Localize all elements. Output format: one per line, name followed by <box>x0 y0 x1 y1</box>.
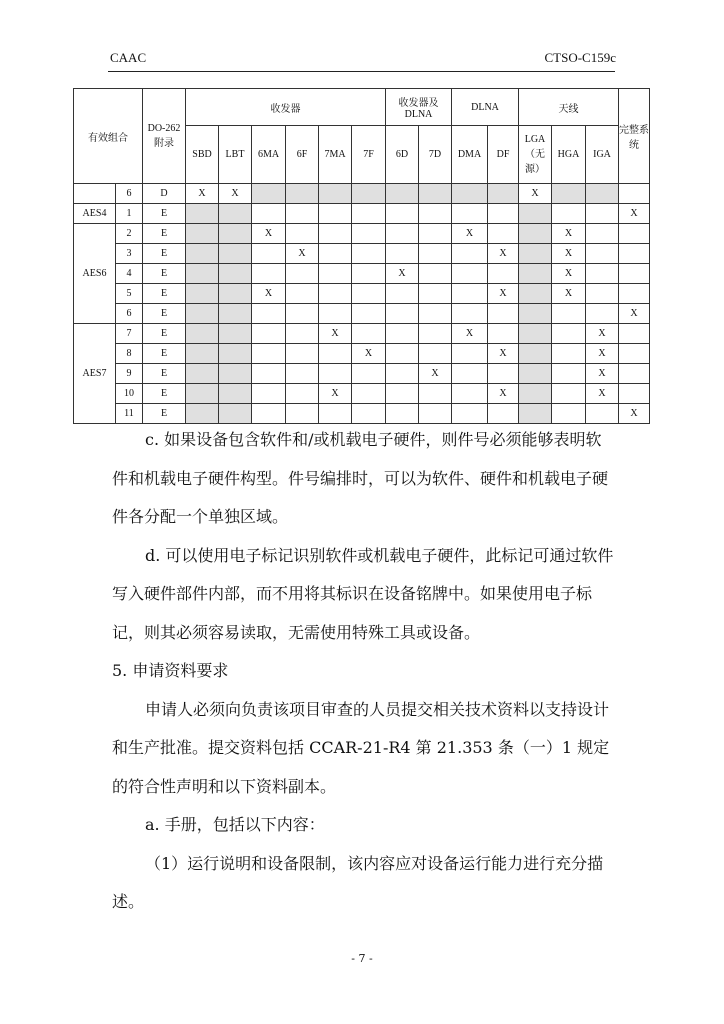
mark-cell: X <box>488 384 519 404</box>
mark-cell <box>352 204 386 224</box>
header-col: 7F <box>352 126 386 184</box>
complete-cell <box>619 284 650 304</box>
mark-cell <box>186 204 219 224</box>
mark-cell <box>319 344 352 364</box>
mark-cell <box>252 364 286 384</box>
mark-cell <box>519 344 552 364</box>
combination-table <box>73 88 650 424</box>
header-complete: 完整系统 <box>619 89 650 184</box>
header-rule <box>108 71 615 72</box>
mark-cell <box>352 244 386 264</box>
mark-cell: X <box>586 324 619 344</box>
appendix-cell: E <box>143 264 186 284</box>
header-combo: 有效组合 <box>74 89 143 184</box>
appendix-cell: E <box>143 244 186 264</box>
mark-cell <box>419 284 452 304</box>
mark-cell <box>452 264 488 284</box>
mark-cell <box>586 304 619 324</box>
mark-cell <box>186 324 219 344</box>
mark-cell <box>286 384 319 404</box>
appendix-cell: E <box>143 404 186 424</box>
mark-cell <box>219 364 252 384</box>
mark-cell <box>419 264 452 284</box>
mark-cell <box>219 384 252 404</box>
paragraph-a1: （1）运行说明和设备限制，该内容应对设备运行能力进行充分描述。 <box>112 853 604 911</box>
mark-cell <box>286 284 319 304</box>
row-number: 6 <box>116 184 143 204</box>
mark-cell <box>219 244 252 264</box>
mark-cell <box>452 184 488 204</box>
header-left: CAAC <box>110 50 147 65</box>
group-label <box>74 184 116 204</box>
row-number: 3 <box>116 244 143 264</box>
row-number: 2 <box>116 224 143 244</box>
complete-cell: X <box>619 304 650 324</box>
mark-cell <box>219 204 252 224</box>
mark-cell <box>319 224 352 244</box>
mark-cell: X <box>452 324 488 344</box>
mark-cell <box>552 324 586 344</box>
section-heading: 5. 申请资料要求 <box>112 661 229 680</box>
table-row <box>74 244 650 264</box>
mark-cell: X <box>552 284 586 304</box>
header-col: HGA <box>552 126 586 184</box>
header-appendix: DO-262附录 <box>143 89 186 184</box>
mark-cell <box>252 244 286 264</box>
mark-cell <box>488 324 519 344</box>
mark-cell <box>186 384 219 404</box>
mark-cell <box>488 224 519 244</box>
mark-cell <box>186 304 219 324</box>
mark-cell <box>319 284 352 304</box>
mark-cell <box>552 304 586 324</box>
header-col: 6MA <box>252 126 286 184</box>
complete-cell <box>619 184 650 204</box>
mark-cell <box>519 364 552 384</box>
mark-cell <box>519 224 552 244</box>
mark-cell: X <box>488 344 519 364</box>
mark-cell <box>386 244 419 264</box>
mark-cell <box>488 204 519 224</box>
mark-cell <box>452 364 488 384</box>
mark-cell <box>586 264 619 284</box>
mark-cell <box>586 224 619 244</box>
mark-cell <box>386 284 419 304</box>
header-col: 7D <box>419 126 452 184</box>
row-number: 11 <box>116 404 143 424</box>
complete-cell <box>619 324 650 344</box>
mark-cell <box>386 384 419 404</box>
mark-cell <box>286 184 319 204</box>
body-text <box>112 421 614 922</box>
mark-cell <box>252 204 286 224</box>
mark-cell <box>452 244 488 264</box>
mark-cell <box>586 184 619 204</box>
table-row <box>74 224 650 244</box>
mark-cell <box>219 284 252 304</box>
mark-cell <box>519 284 552 304</box>
table-row <box>74 384 650 404</box>
mark-cell <box>586 244 619 264</box>
row-number: 1 <box>116 204 143 224</box>
complete-cell <box>619 264 650 284</box>
group-label: AES7 <box>74 324 116 424</box>
complete-cell <box>619 244 650 264</box>
header-col: 6D <box>386 126 419 184</box>
mark-cell: X <box>219 184 252 204</box>
header-col: SBD <box>186 126 219 184</box>
appendix-cell: E <box>143 324 186 344</box>
row-number: 5 <box>116 284 143 304</box>
mark-cell: X <box>552 264 586 284</box>
mark-cell <box>519 304 552 324</box>
mark-cell: X <box>452 224 488 244</box>
mark-cell <box>319 304 352 324</box>
mark-cell: X <box>586 344 619 364</box>
table-row <box>74 344 650 364</box>
header-dlna: DLNA <box>452 89 519 126</box>
mark-cell <box>488 264 519 284</box>
mark-cell <box>419 344 452 364</box>
mark-cell <box>552 184 586 204</box>
mark-cell <box>252 304 286 324</box>
mark-cell <box>352 384 386 404</box>
mark-cell <box>386 204 419 224</box>
mark-cell <box>286 224 319 244</box>
mark-cell <box>186 244 219 264</box>
header-col: LBT <box>219 126 252 184</box>
mark-cell <box>419 244 452 264</box>
mark-cell: X <box>252 284 286 304</box>
mark-cell <box>452 304 488 324</box>
mark-cell <box>319 364 352 384</box>
mark-cell <box>219 324 252 344</box>
mark-cell: X <box>552 244 586 264</box>
mark-cell <box>519 264 552 284</box>
mark-cell <box>252 324 286 344</box>
mark-cell <box>186 284 219 304</box>
complete-cell <box>619 344 650 364</box>
mark-cell <box>286 344 319 364</box>
mark-cell <box>419 384 452 404</box>
mark-cell: X <box>252 224 286 244</box>
mark-cell: X <box>586 364 619 384</box>
complete-cell: X <box>619 404 650 424</box>
mark-cell <box>252 344 286 364</box>
appendix-cell: E <box>143 284 186 304</box>
header-right: CTSO-C159c <box>544 50 616 65</box>
paragraph-application: 申请人必须向负责该项目审查的人员提交相关技术资料以支持设计和生产批准。提交资料包括 CCAR-21-R4 第 21.353 条（一）1 规定的符合性声明和以下资料副本。 <box>112 699 610 796</box>
header-col: IGA <box>586 126 619 184</box>
mark-cell <box>352 264 386 284</box>
appendix-cell: E <box>143 344 186 364</box>
row-number: 4 <box>116 264 143 284</box>
mark-cell <box>386 184 419 204</box>
row-number: 10 <box>116 384 143 404</box>
mark-cell: X <box>488 244 519 264</box>
paragraph-a: a. 手册，包括以下内容： <box>145 815 325 834</box>
mark-cell <box>352 324 386 344</box>
header-transceiver-dlna: 收发器及DLNA <box>386 89 452 126</box>
mark-cell: X <box>386 264 419 284</box>
table-row <box>74 284 650 304</box>
mark-cell <box>352 224 386 244</box>
mark-cell: X <box>552 224 586 244</box>
paragraph-c: c. 如果设备包含软件和/或机载电子硬件，则件号必须能够表明软件和机载电子硬件构型。件号编排时，可以为软件、硬件和机载电子硬件各分配一个单独区域。 <box>112 430 609 526</box>
mark-cell <box>519 244 552 264</box>
mark-cell <box>419 224 452 244</box>
mark-cell <box>352 304 386 324</box>
mark-cell <box>186 344 219 364</box>
group-label: AES4 <box>74 204 116 224</box>
mark-cell <box>488 304 519 324</box>
mark-cell <box>286 204 319 224</box>
mark-cell <box>252 184 286 204</box>
mark-cell: X <box>319 384 352 404</box>
page-number: - 7 - <box>351 952 373 965</box>
mark-cell <box>452 384 488 404</box>
appendix-cell: D <box>143 184 186 204</box>
header-col: DF <box>488 126 519 184</box>
mark-cell <box>352 184 386 204</box>
table-row <box>74 184 650 204</box>
mark-cell <box>219 224 252 244</box>
table-row <box>74 324 650 344</box>
mark-cell <box>352 364 386 384</box>
paragraph-d: d. 可以使用电子标记识别软件或机载电子硬件，此标记可通过软件写入硬件部件内部，而不用将其标识在设备铭牌中。如果使用电子标记，则其必须容易读取，无需使用特殊工具或设备。 <box>112 545 614 642</box>
mark-cell <box>552 364 586 384</box>
mark-cell <box>286 324 319 344</box>
mark-cell <box>219 264 252 284</box>
mark-cell <box>419 304 452 324</box>
mark-cell: X <box>488 284 519 304</box>
mark-cell <box>452 344 488 364</box>
mark-cell <box>519 204 552 224</box>
appendix-cell: E <box>143 384 186 404</box>
mark-cell <box>186 224 219 244</box>
mark-cell <box>252 264 286 284</box>
appendix-cell: E <box>143 364 186 384</box>
table-row <box>74 204 650 224</box>
header-antenna: 天线 <box>519 89 619 126</box>
mark-cell: X <box>319 324 352 344</box>
mark-cell <box>319 244 352 264</box>
mark-cell <box>186 364 219 384</box>
mark-cell <box>519 324 552 344</box>
mark-cell <box>219 304 252 324</box>
header-col: 7MA <box>319 126 352 184</box>
table-row <box>74 264 650 284</box>
mark-cell <box>552 204 586 224</box>
mark-cell <box>419 184 452 204</box>
header-col: LGA（无源） <box>519 126 552 184</box>
mark-cell <box>488 364 519 384</box>
header-col: DMA <box>452 126 488 184</box>
mark-cell <box>386 364 419 384</box>
mark-cell <box>488 184 519 204</box>
appendix-cell: E <box>143 224 186 244</box>
mark-cell: X <box>586 384 619 404</box>
group-label: AES6 <box>74 224 116 324</box>
mark-cell: X <box>186 184 219 204</box>
mark-cell <box>352 284 386 304</box>
mark-cell: X <box>286 244 319 264</box>
mark-cell <box>319 204 352 224</box>
mark-cell <box>386 224 419 244</box>
mark-cell <box>386 304 419 324</box>
row-number: 6 <box>116 304 143 324</box>
mark-cell <box>552 344 586 364</box>
mark-cell <box>186 264 219 284</box>
mark-cell <box>452 284 488 304</box>
row-number: 7 <box>116 324 143 344</box>
complete-cell <box>619 224 650 244</box>
mark-cell <box>452 204 488 224</box>
complete-cell: X <box>619 204 650 224</box>
mark-cell <box>219 344 252 364</box>
mark-cell <box>419 204 452 224</box>
mark-cell <box>386 344 419 364</box>
complete-cell <box>619 364 650 384</box>
mark-cell <box>286 304 319 324</box>
appendix-cell: E <box>143 204 186 224</box>
mark-cell <box>586 204 619 224</box>
mark-cell <box>419 324 452 344</box>
mark-cell <box>386 324 419 344</box>
mark-cell <box>586 284 619 304</box>
table-row <box>74 304 650 324</box>
row-number: 9 <box>116 364 143 384</box>
mark-cell <box>252 384 286 404</box>
mark-cell <box>286 264 319 284</box>
table-row <box>74 364 650 384</box>
row-number: 8 <box>116 344 143 364</box>
mark-cell <box>519 384 552 404</box>
mark-cell: X <box>419 364 452 384</box>
header-col: 6F <box>286 126 319 184</box>
appendix-cell: E <box>143 304 186 324</box>
mark-cell: X <box>519 184 552 204</box>
mark-cell <box>319 184 352 204</box>
complete-cell <box>619 384 650 404</box>
header-transceiver: 收发器 <box>186 89 386 126</box>
mark-cell <box>319 264 352 284</box>
mark-cell <box>552 384 586 404</box>
mark-cell: X <box>352 344 386 364</box>
mark-cell <box>286 364 319 384</box>
